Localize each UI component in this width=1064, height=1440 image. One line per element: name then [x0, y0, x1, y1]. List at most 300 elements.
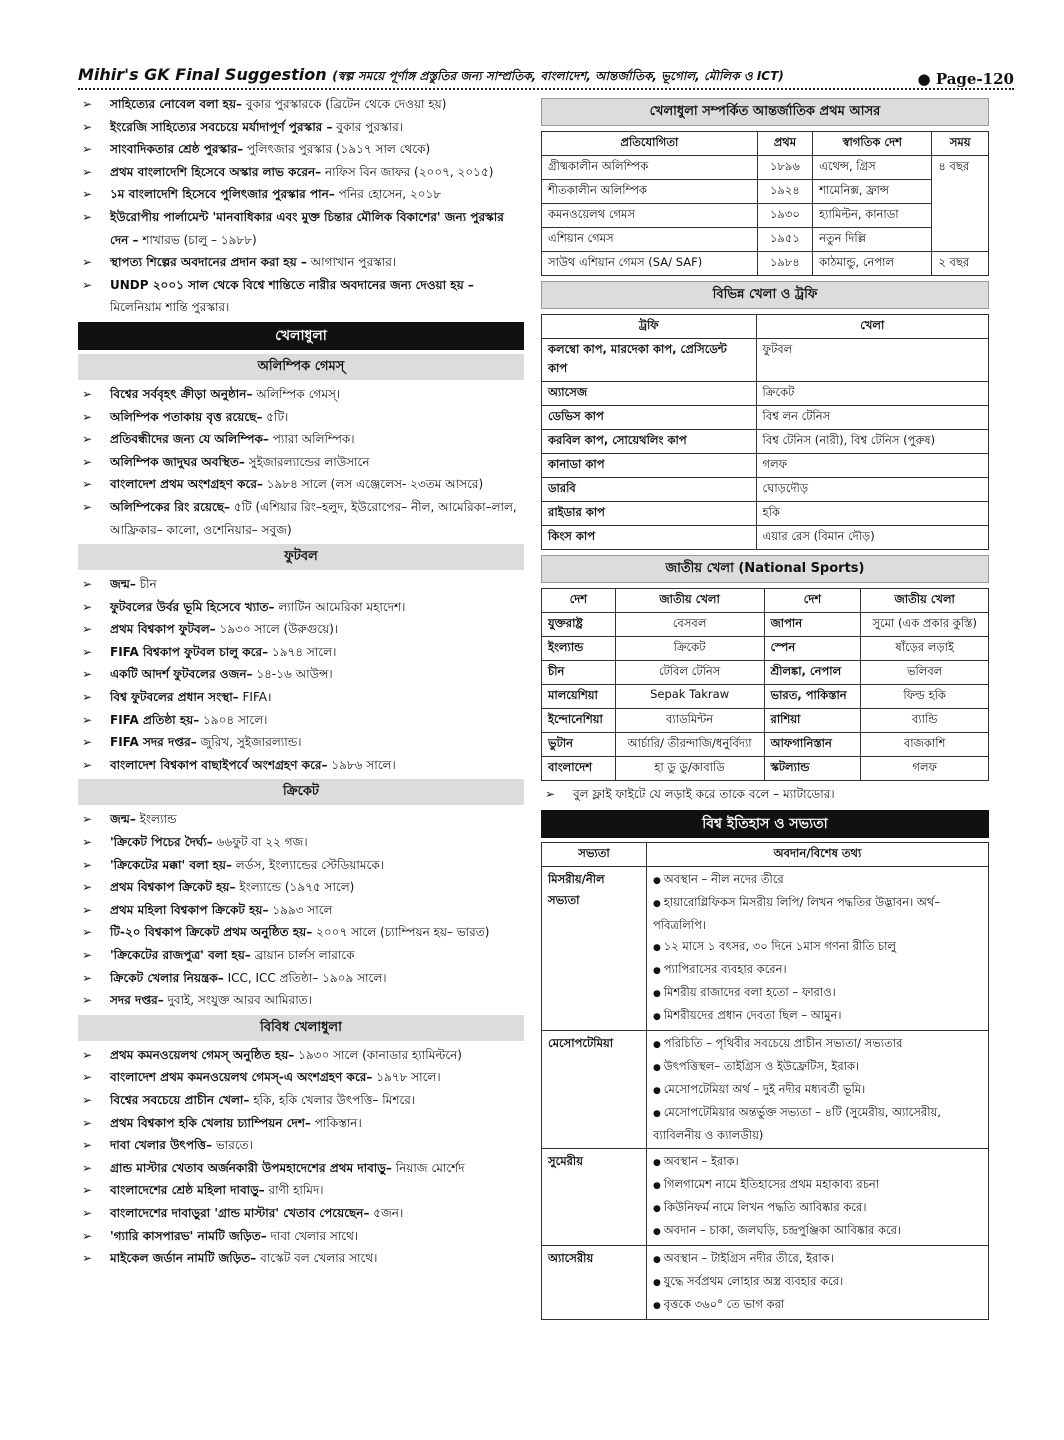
item-key: প্রথম বিশ্বকাপ হকি খেলায় চ্যাম্পিয়ন দেশ–: [110, 1115, 311, 1130]
national-game: বাজকাশি: [861, 733, 989, 757]
fact-item: ● ১২ মাসে ১ বৎসর, ৩০ দিনে ১মাস গণনা রীতি চালু: [653, 936, 982, 959]
item-key: ক্রিকেট খেলার নিয়ন্ত্রক–: [110, 970, 224, 985]
table-row: [542, 382, 989, 406]
national-game: ভলিবল: [861, 661, 989, 685]
arrow-icon: ➢: [82, 477, 93, 492]
item-key: প্রথম বাংলাদেশি হিসেবে অস্কার লাভ করেন–: [110, 164, 322, 179]
table-row: [542, 1148, 989, 1245]
fact-item: ● উৎপত্তিস্থল– তাইগ্রিস ও ইউফ্রেটিস, ইরাক।: [653, 1056, 982, 1079]
item-value: পনির হোসেন, ২০১৮: [334, 187, 442, 202]
arrow-icon: ➢: [82, 925, 93, 940]
item-key: বাংলাদেশ প্রথম কমনওয়েলথ গেমস্‌-এ অংশগ্রহণ করে–: [110, 1070, 373, 1085]
civilization-name: মেসোপটেমিয়া: [542, 1030, 647, 1148]
arrow-icon: ➢: [82, 1251, 93, 1266]
arrow-icon: ➢: [82, 599, 93, 614]
item-text: [110, 451, 524, 474]
list-item: [78, 899, 524, 922]
arrow-icon: ➢: [82, 1092, 93, 1107]
list-item: [78, 251, 524, 274]
table-row: [542, 339, 989, 382]
civilization-name: সুমেরীয়: [542, 1148, 647, 1245]
trophy-name: কিংস কাপ: [542, 526, 757, 550]
list-item: [78, 663, 524, 686]
list-item: [78, 876, 524, 899]
arrow-icon: ➢: [82, 667, 93, 682]
item-text: [110, 573, 524, 596]
item-key: স্থাপত্য শিল্পের অবদানের প্রদান করা হয় –: [110, 255, 307, 270]
item-key: প্রথম বিশ্বকাপ ক্রিকেট হয়–: [110, 880, 236, 895]
item-value: জুরিখ, সুইজারল্যান্ড।: [196, 735, 302, 750]
item-value: দাবা খেলার সাথে।: [266, 1228, 359, 1243]
page-number: ● Page-120: [917, 70, 1014, 88]
arrow-icon: ➢: [545, 787, 556, 801]
item-text: [110, 808, 524, 831]
table-row: [542, 1245, 989, 1319]
column-header: খেলা: [756, 315, 988, 339]
item-value: ব্রায়ান চার্লস লারাকে: [250, 948, 355, 962]
item-text: [110, 116, 524, 139]
fact-item: ● পরিচিতি – পৃথিবীর সবচেয়ে প্রাচীন সভ্যতা/ সভ্যতার: [653, 1033, 982, 1056]
item-key: FIFA বিশ্বকাপ ফুটবল চালু করে–: [110, 644, 269, 659]
item-text: [110, 618, 524, 641]
arrow-icon: ➢: [82, 187, 93, 202]
list-item: [78, 473, 524, 496]
column-header: প্রথম: [757, 132, 812, 156]
item-text: [110, 1044, 524, 1067]
game-name: গলফ: [756, 454, 988, 478]
table-cell: এশিয়ান গেমস: [542, 228, 758, 252]
first-events-table: [541, 131, 989, 276]
arrow-icon: ➢: [82, 1183, 93, 1198]
list-item: [78, 967, 524, 990]
sports-heading: খেলাধুলা: [78, 322, 524, 350]
item-value: ১৯৮৪ সালে (লস এঞ্জেলেস- ২৩তম আসরে): [262, 477, 484, 492]
item-text: [110, 731, 524, 754]
arrow-icon: ➢: [82, 880, 93, 895]
item-value: ১৯৭৮ সালে।: [372, 1070, 441, 1085]
arrow-icon: ➢: [82, 857, 93, 872]
fact-item: ● প্যাপিরাসের ব্যবহার করেন।: [653, 959, 982, 982]
arrow-icon: ➢: [82, 735, 93, 750]
item-value: নিয়াজ মোর্শেদ: [391, 1160, 465, 1175]
trophy-name: অ্যাসেজ: [542, 382, 757, 406]
list-item: [78, 138, 524, 161]
column-header: ট্রফি: [542, 315, 757, 339]
item-text: [110, 138, 524, 161]
item-value: ১৯৭৪ সালে।: [268, 644, 337, 659]
item-value: পুলিৎজার পুরস্কার (১৯১৭ সাল থেকে): [243, 142, 431, 157]
game-name: বিশ্ব টেনিস (নারী), বিশ্ব টেনিস (পুরুষ): [756, 430, 988, 454]
facts-list: [653, 1151, 982, 1243]
game-name: হকি: [756, 502, 988, 526]
table-cell: ১৮৯৬: [757, 156, 812, 180]
arrow-icon: ➢: [82, 97, 93, 111]
table-cell: ১৯২৪: [757, 180, 812, 204]
fact-item: ● হায়ারোগ্লিফিকস মিসরীয় লিপি/ লিখন পদ্ধতির উদ্ভাবন। অর্থ– পবিত্রলিপি।: [653, 892, 982, 936]
list-item: [78, 274, 524, 319]
column-header: দেশ: [764, 589, 861, 613]
country-name: বাংলাদেশ: [542, 757, 616, 781]
civilization-name: মিসরীয়/নীল সভ্যতা: [542, 866, 647, 1030]
list-item: [78, 93, 524, 116]
item-key: বাংলাদেশ বিশ্বকাপ বাছাইপর্বে অংশগ্রহণ করে–: [110, 757, 328, 772]
misc-list: [78, 1044, 524, 1270]
arrow-icon: ➢: [82, 644, 93, 659]
civilization-facts: [647, 866, 989, 1030]
arrow-icon: ➢: [82, 1070, 93, 1085]
item-text: [110, 1179, 524, 1202]
table-cell: ১৯৮৪: [757, 252, 812, 276]
item-value: প্যারা অলিম্পিক।: [268, 432, 355, 447]
bull-note: ➢ বুল ফ্লাই ফাইটে যে লড়াই করে তাকে বলে – ম্যাটাডোর।: [541, 783, 989, 806]
item-key: একটি আদর্শ ফুটবলের ওজন–: [110, 667, 253, 682]
list-item: [78, 1202, 524, 1225]
national-sports-table: [541, 588, 989, 781]
table-row: [542, 156, 989, 180]
item-key: বাংলাদেশের দাবাড়ুরা 'গ্রান্ড মাস্টার' খেতাব পেয়েছেন–: [110, 1205, 370, 1220]
item-key: জন্ম–: [110, 812, 136, 827]
item-value: দুবাই, সংযুক্ত আরব আমিরাত।: [163, 993, 312, 1008]
fact-item: ● মেসোপটেমিয়ার অন্তর্ভুক্ত সভ্যতা – ৪টি (সুমেরীয়, অ্যাসেরীয়, ব্যাবিলনীয় ও ক্যালডীয়): [653, 1102, 982, 1146]
game-name: এয়ার রেস (বিমান দৌড়): [756, 526, 988, 550]
table-row: [542, 1030, 989, 1148]
arrow-icon: ➢: [82, 1160, 93, 1175]
football-heading: ফুটবল: [78, 544, 524, 570]
national-game: গলফ: [861, 757, 989, 781]
arrow-icon: ➢: [82, 690, 93, 705]
national-game: বেসবল: [615, 613, 764, 637]
table-row: [542, 430, 989, 454]
item-text: [110, 944, 524, 967]
country-name: ভুটান: [542, 733, 616, 757]
book-title: Mihir's GK Final Suggestion: [78, 65, 327, 84]
item-text: [110, 251, 524, 274]
column-header: প্রতিযোগিতা: [542, 132, 758, 156]
item-value: ICC, ICC প্রতিষ্ঠা– ১৯০৯ সালে।: [223, 970, 387, 985]
item-text: [110, 1225, 524, 1248]
arrow-icon: ➢: [82, 1138, 93, 1153]
item-text: [110, 1202, 524, 1225]
table-row: [542, 661, 989, 685]
game-name: ফুটবল: [756, 339, 988, 382]
list-item: [78, 686, 524, 709]
item-text: [110, 383, 524, 406]
trophy-table: [541, 314, 989, 550]
arrow-icon: ➢: [82, 164, 93, 179]
table-row: [542, 406, 989, 430]
list-item: [78, 831, 524, 854]
national-game: ক্রিকেট: [615, 637, 764, 661]
list-item: [78, 1066, 524, 1089]
table-cell: এথেন্স, গ্রিস: [813, 156, 932, 180]
item-key: প্রথম বিশ্বকাপ ফুটবল–: [110, 622, 216, 637]
item-value: ১৯৮৬ সালে।: [327, 757, 396, 772]
item-key: সদর দপ্তর–: [110, 993, 164, 1008]
item-text: [110, 406, 524, 429]
item-value: শাখারভ (চালু – ১৯৮৮): [138, 232, 257, 247]
table-cell: কমনওয়েলথ গেমস: [542, 204, 758, 228]
column-header: অবদান/বিশেষ তথ্য: [647, 842, 989, 866]
table-row: [542, 637, 989, 661]
trophy-name: কানাডা কাপ: [542, 454, 757, 478]
arrow-icon: ➢: [82, 948, 93, 962]
item-key: FIFA সদর দপ্তর–: [110, 735, 197, 750]
list-item: [78, 596, 524, 619]
item-value: ১৯৩০ সালে (উরুগুয়ে)।: [215, 622, 339, 637]
arrow-icon: ➢: [82, 454, 93, 469]
country-name: স্পেন: [764, 637, 861, 661]
table-cell: কাঠমান্ডু, নেপাল: [813, 252, 932, 276]
cricket-heading: ক্রিকেট: [78, 779, 524, 805]
item-text: [110, 183, 524, 206]
item-value: লর্ডস, ইংল্যান্ডের স্টেডিয়ামকে।: [231, 857, 385, 872]
game-name: ক্রিকেট: [756, 382, 988, 406]
list-item: [78, 641, 524, 664]
country-name: ভারত, পাকিস্তান: [764, 685, 861, 709]
list-item: [78, 754, 524, 777]
trophy-name: ডারবি: [542, 478, 757, 502]
arrow-icon: ➢: [82, 499, 93, 514]
item-value: অলিম্পিক গেমস্‌।: [252, 386, 341, 401]
awards-list: [78, 93, 524, 319]
item-key: বিশ্বের সবচেয়ে প্রাচীন খেলা–: [110, 1092, 250, 1107]
item-value: ৬৬ফুট বা ২২ গজ।: [212, 835, 308, 850]
item-text: [110, 686, 524, 709]
item-value: ২০০৭ সালে (চ্যাম্পিয়ন হয়– ভারত): [312, 925, 490, 940]
item-value: ১৯৯৩ সালে: [268, 902, 333, 917]
list-item: [78, 1112, 524, 1135]
list-item: [78, 161, 524, 184]
item-value: ১৯৩০ সালে (কানাডার হ্যামিল্টনে): [294, 1047, 462, 1062]
fact-item: ● অবদান – চাকা, জলঘড়ি, চন্দ্রপুঞ্জিকা আবিষ্কার করে।: [653, 1220, 982, 1243]
list-item: [78, 1179, 524, 1202]
civilization-facts: [647, 1030, 989, 1148]
national-game: Sepak Takraw: [615, 685, 764, 709]
country-name: ইংল্যান্ড: [542, 637, 616, 661]
column-header: স্বাগতিক দেশ: [813, 132, 932, 156]
item-value: রাণী হামিদ।: [264, 1183, 324, 1198]
item-text: [110, 831, 524, 854]
table-row: [542, 613, 989, 637]
national-game: ব্যাডমিন্টন: [615, 709, 764, 733]
arrow-icon: ➢: [82, 1115, 93, 1130]
arrow-icon: ➢: [82, 277, 93, 292]
item-key: FIFA প্রতিষ্ঠা হয়–: [110, 712, 200, 727]
list-item: [78, 116, 524, 139]
item-key: 'ক্রিকেটের রাজপুত্র' বলা হয়–: [110, 948, 251, 962]
item-value: ১৪-১৬ আউন্স।: [252, 667, 333, 682]
national-game: টেবিল টেনিস: [615, 661, 764, 685]
country-name: ইন্দোনেশিয়া: [542, 709, 616, 733]
national-game: হা ডু ডু/কাবাডি: [615, 757, 764, 781]
item-key: বাংলাদেশ প্রথম অংশগ্রহণ করে–: [110, 477, 263, 492]
item-key: সাহিত্যের নোবেল বলা হয়–: [110, 97, 243, 111]
table-cell: গ্রীষ্মকালীন অলিম্পিক: [542, 156, 758, 180]
item-key: ফুটবলের উর্বর ভূমি হিসেবে খ্যাত–: [110, 599, 275, 614]
table-row: [542, 685, 989, 709]
country-name: যুক্তরাষ্ট্র: [542, 613, 616, 637]
table-row: [542, 757, 989, 781]
national-game: ব্যান্ডি: [861, 709, 989, 733]
history-table: [541, 842, 989, 1320]
country-name: রাশিয়া: [764, 709, 861, 733]
item-value: হকি, হকি খেলার উৎপত্তি– মিশরে।: [249, 1092, 416, 1107]
item-text: [110, 989, 524, 1012]
item-text: [110, 899, 524, 922]
book-subtitle: (স্বল্প সময়ে পূর্ণাঙ্গ প্রস্তুতির জন্য সাম্প্রতিক, বাংলাদেশ, আন্তর্জাতিক, ভূগোল, মৌলিক ও ICT): [332, 69, 784, 83]
item-key: সাংবাদিকতার শ্রেষ্ঠ পুরস্কার–: [110, 142, 244, 157]
list-item: [78, 573, 524, 596]
item-key: গ্রান্ড মাস্টার খেতাব অর্জনকারী উপমহাদেশের প্রথম দাবাড়ু–: [110, 1160, 392, 1175]
table-row: [542, 252, 989, 276]
facts-list: [653, 1248, 982, 1317]
arrow-icon: ➢: [82, 1228, 93, 1243]
country-name: আফগানিস্তান: [764, 733, 861, 757]
football-list: [78, 573, 524, 776]
list-item: [78, 183, 524, 206]
list-item: [78, 808, 524, 831]
table-row: [542, 204, 989, 228]
cricket-list: [78, 808, 524, 1011]
trophy-name: করবিল কাপ, সোয়েথলিং কাপ: [542, 430, 757, 454]
item-value: ইংল্যান্ড: [135, 812, 177, 827]
item-value: ভারতে।: [212, 1138, 253, 1153]
civilization-facts: [647, 1245, 989, 1319]
country-name: শ্রীলঙ্কা, নেপাল: [764, 661, 861, 685]
fact-item: ● মেসোপটেমিয়া অর্থ – দুই নদীর মধ্যবর্তী ভূমি।: [653, 1079, 982, 1102]
item-text: [110, 161, 524, 184]
column-header: জাতীয় খেলা: [615, 589, 764, 613]
arrow-icon: ➢: [82, 577, 93, 592]
table-row: [542, 454, 989, 478]
list-item: [78, 944, 524, 967]
item-text: [110, 1134, 524, 1157]
fact-item: ● মিশরীয়দের প্রধান দেবতা ছিল – আমুন।: [653, 1005, 982, 1028]
right-column: [541, 93, 989, 1320]
list-item: [78, 1044, 524, 1067]
arrow-icon: ➢: [82, 409, 93, 424]
item-text: [110, 1157, 524, 1180]
item-value: ৫টি।: [262, 409, 289, 424]
table-cell: সাউথ এশিয়ান গেমস (SA/ SAF): [542, 252, 758, 276]
item-text: [110, 1112, 524, 1135]
item-key: বিশ্ব ফুটবলের প্রধান সংস্থা–: [110, 690, 239, 705]
item-key: প্রতিবন্ধীদের জন্য যে অলিম্পিক–: [110, 432, 269, 447]
list-item: [78, 1157, 524, 1180]
item-key: ইউরোপীয় পার্লামেন্ট 'মানবাধিকার এবং মুক্ত চিন্তার মৌলিক বিকাশের' জন্য পুরস্কার দেন –: [110, 209, 504, 247]
trophy-name: কলম্বো কাপ, মারদেকা কাপ, প্রেসিডেন্ট কাপ: [542, 339, 757, 382]
item-value: নাফিস বিন জাফর (২০০৭, ২০১৫): [321, 164, 494, 179]
left-column: [78, 93, 524, 1270]
item-key: প্রথম মহিলা বিশ্বকাপ ক্রিকেট হয়–: [110, 902, 269, 917]
table-row: [542, 709, 989, 733]
list-item: [78, 496, 524, 541]
item-text: [110, 663, 524, 686]
item-value: ১৯০৪ সালে।: [199, 712, 268, 727]
facts-list: [653, 869, 982, 1028]
item-key: দাবা খেলার উৎপত্তি–: [110, 1138, 212, 1153]
table-row: [542, 733, 989, 757]
list-item: [78, 921, 524, 944]
item-value: FIFA।: [238, 690, 272, 705]
item-text: [110, 641, 524, 664]
fact-item: ● অবস্থান – ইরাক।: [653, 1151, 982, 1174]
list-item: [78, 854, 524, 877]
list-item: [78, 709, 524, 732]
item-text: [110, 709, 524, 732]
column-header: জাতীয় খেলা: [861, 589, 989, 613]
game-name: ঘোড়দৌড়: [756, 478, 988, 502]
item-key: মাইকেল জর্ডান নামটি জড়িত–: [110, 1251, 257, 1266]
table-cell: হ্যামিল্টন, কানাডা: [813, 204, 932, 228]
facts-list: [653, 1033, 982, 1146]
table-row: [542, 526, 989, 550]
olympic-heading: অলিম্পিক গেমস্‌: [78, 354, 524, 380]
list-item: [78, 451, 524, 474]
national-game: ষাঁড়ের লড়াই: [861, 637, 989, 661]
table-cell: শামেনিক্স, ফ্রান্স: [813, 180, 932, 204]
fact-item: ● অবস্থান – টাইগ্রিস নদীর তীরে, ইরাক।: [653, 1248, 982, 1271]
item-text: [110, 206, 524, 251]
fact-item: ● কিউনিফর্ম নামে লিখন পদ্ধতি আবিষ্কার করে।: [653, 1197, 982, 1220]
fact-item: ● অবস্থান – নীল নদের তীরে: [653, 869, 982, 892]
item-text: [110, 854, 524, 877]
table-cell: নতুন দিল্লি: [813, 228, 932, 252]
item-key: 'ক্রিকেট পিচের দৈর্ঘ্য–: [110, 835, 213, 850]
item-key: 'ক্রিকেটের মক্কা' বলা হয়–: [110, 857, 232, 872]
national-game: ফিল্ড হকি: [861, 685, 989, 709]
item-value: বাস্কেট বল খেলার সাথে।: [256, 1251, 378, 1266]
arrow-icon: ➢: [82, 812, 93, 827]
item-key: টি-২০ বিশ্বকাপ ক্রিকেট প্রথম অনুষ্ঠিত হয়–: [110, 925, 313, 940]
item-key: অলিম্পিক জাদুঘর অবস্থিত–: [110, 454, 245, 469]
list-item: [78, 989, 524, 1012]
item-text: [110, 921, 524, 944]
item-text: [110, 496, 524, 541]
table-row: [542, 866, 989, 1030]
item-text: [110, 754, 524, 777]
list-item: [78, 1247, 524, 1270]
game-name: বিশ্ব লন টেনিস: [756, 406, 988, 430]
item-key: ১ম বাংলাদেশি হিসেবে পুলিৎজার পুরস্কার পান–: [110, 187, 335, 202]
item-text: [110, 876, 524, 899]
history-heading: বিশ্ব ইতিহাস ও সভ্যতা: [541, 810, 989, 838]
arrow-icon: ➢: [82, 386, 93, 401]
item-text: [110, 1066, 524, 1089]
trophy-name: রাইডার কাপ: [542, 502, 757, 526]
first-events-heading: খেলাধুলা সম্পর্কিত আন্তর্জাতিক প্রথম আসর: [541, 98, 989, 126]
item-text: [110, 596, 524, 619]
trophy-name: ডেভিস কাপ: [542, 406, 757, 430]
item-value: আগাখান পুরস্কার।: [306, 255, 397, 270]
item-value: ৫টি (এশিয়ার রিং–হলুদ, ইউরোপের– নীল, আমেরিকা–লাল, আফ্রিকার– কালো, ওশেনিয়ার– সবুজ): [110, 499, 517, 537]
fact-item: ● যুদ্ধে সর্বপ্রথম লোহার অস্ত্র ব্যবহার করে।: [653, 1271, 982, 1294]
arrow-icon: ➢: [82, 993, 93, 1008]
arrow-icon: ➢: [82, 970, 93, 985]
arrow-icon: ➢: [82, 142, 93, 157]
table-row: [542, 502, 989, 526]
header-title: [78, 65, 784, 88]
item-key: UNDP ২০০১ সাল থেকে বিশ্বে শান্তিতে নারীর অবদানের জন্য দেওয়া হয় –: [110, 277, 474, 292]
arrow-icon: ➢: [82, 432, 93, 447]
item-value: ল্যাটিন আমেরিকা মহাদেশ।: [274, 599, 406, 614]
trophy-heading: বিভিন্ন খেলা ও ট্রফি: [541, 281, 989, 309]
olympic-list: [78, 383, 524, 541]
list-item: [78, 1134, 524, 1157]
column-header: দেশ: [542, 589, 616, 613]
page-header: [78, 62, 1014, 90]
item-value: ইংল্যান্ডে (১৯৭৫ সালে): [235, 880, 355, 895]
